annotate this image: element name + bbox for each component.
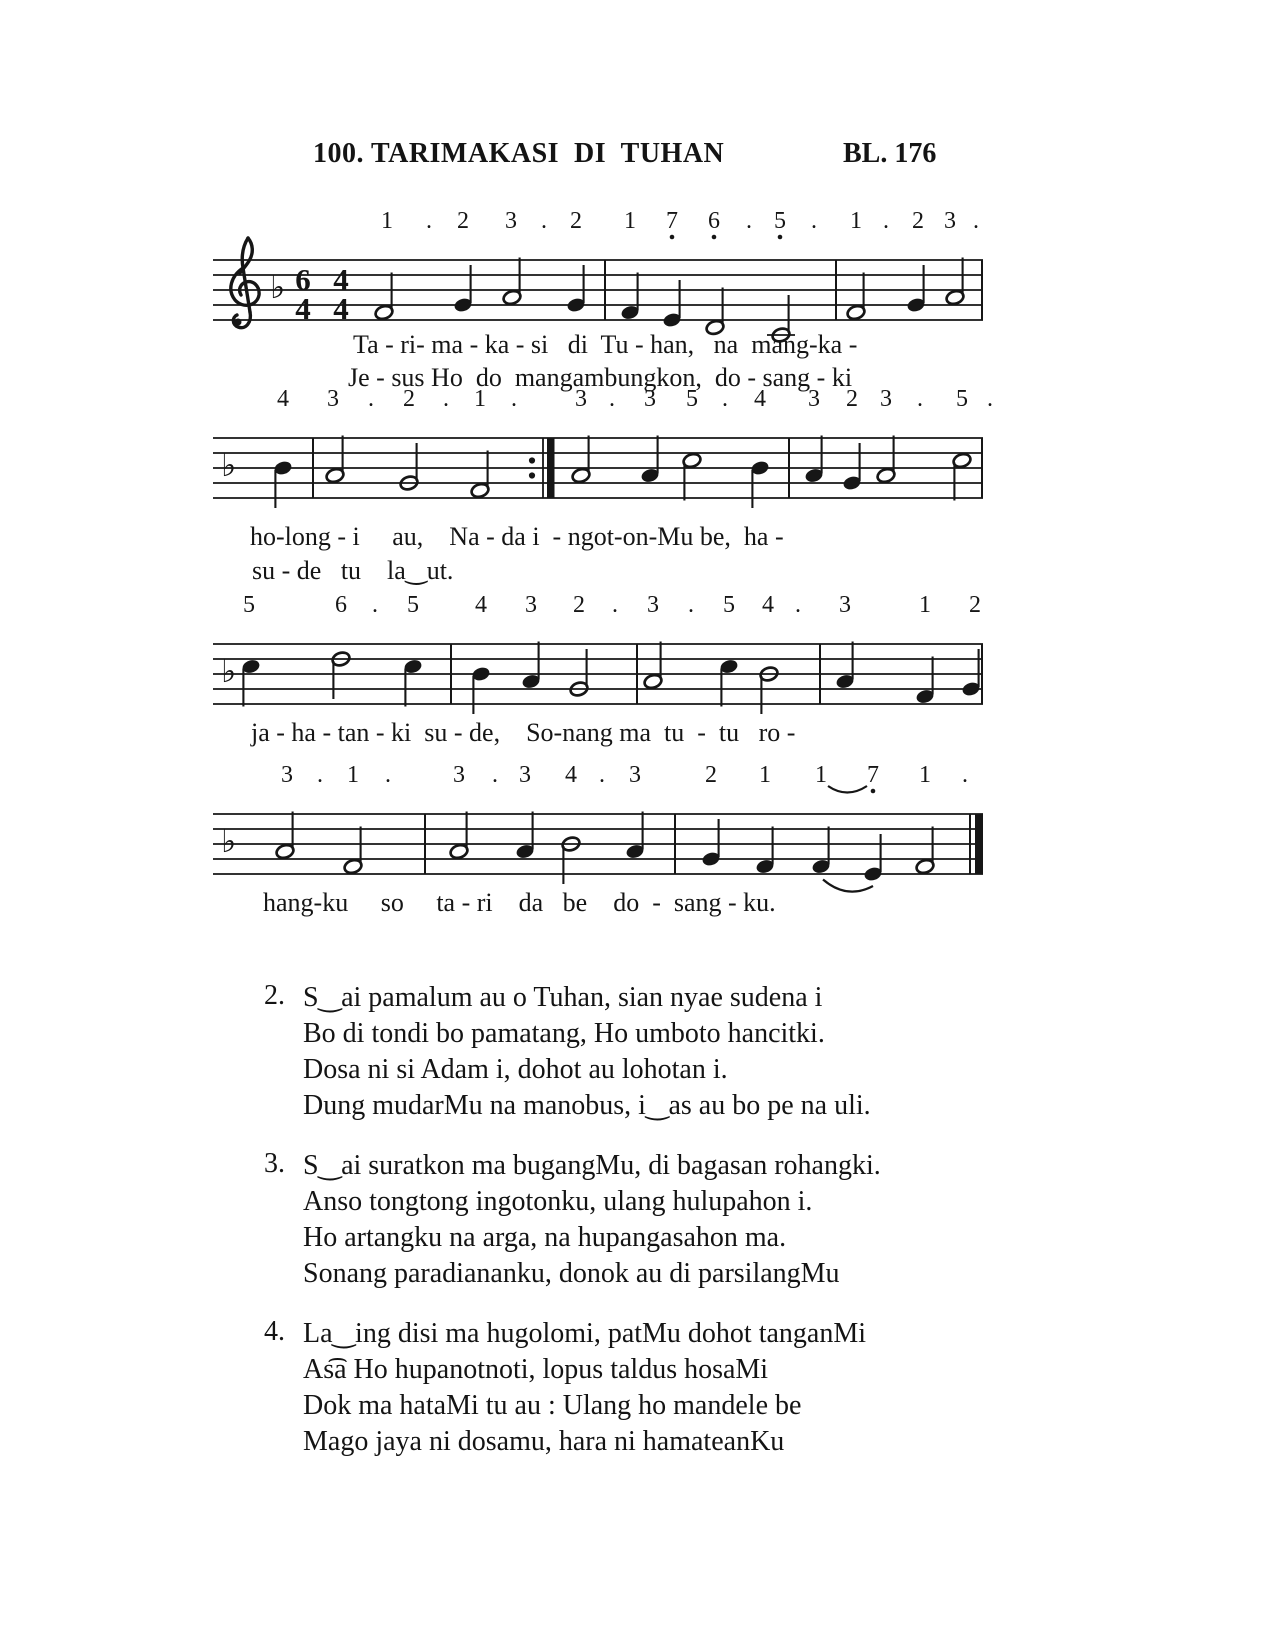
scale-degree: . (492, 762, 498, 788)
flat-sign: ♭ (270, 268, 286, 306)
svg-text:4: 4 (333, 262, 349, 297)
scale-degree: 3 (505, 208, 517, 234)
scale-degree: 5 (686, 386, 698, 412)
scale-degree: 3 (839, 592, 851, 618)
verse (264, 1316, 1024, 1460)
number-notation-row (243, 592, 981, 618)
number-slur (828, 786, 867, 793)
music-notation-svg (213, 200, 1013, 350)
staff-lines (213, 644, 983, 704)
scale-degree: . (962, 762, 968, 788)
scale-degree: 2 (570, 208, 582, 234)
flat-sign: ♭ (221, 822, 237, 860)
staff-lines (213, 814, 983, 874)
verse-line: Anso tongtong ingotonku, ulang hulupahon i. (303, 1186, 813, 1217)
scale-degree: 3 (281, 762, 293, 788)
music-system-2 (213, 378, 1013, 588)
note-tie (823, 880, 873, 892)
scale-degree: . (443, 386, 449, 412)
number-notation-row (277, 386, 993, 412)
verse-line: Sonang paradiananku, donok au di parsilangMu (303, 1258, 840, 1289)
verse-number: 4. (264, 1316, 285, 1347)
scale-degree: 4 (754, 386, 766, 412)
scale-degree: 4 (565, 762, 577, 788)
music-notation-svg (213, 378, 1013, 528)
scale-degree: . (795, 592, 801, 618)
scale-degree: 5 (723, 592, 735, 618)
scale-degree: . (688, 592, 694, 618)
scale-degree: 1 (759, 762, 771, 788)
number-notation-row (381, 208, 979, 239)
scale-degree: 7 (867, 762, 879, 788)
scale-degree: 3 (525, 592, 537, 618)
lyric-line: ho-long - i au, Na - da i - ngot-on-Mu be, ha - (250, 522, 784, 551)
scale-degree: 1 (919, 592, 931, 618)
scale-degree: 5 (774, 208, 786, 234)
notes (241, 642, 981, 715)
lyric-line: su - de tu la‿ut. (252, 556, 454, 585)
scale-degree: 2 (969, 592, 981, 618)
scale-degree: . (511, 386, 517, 412)
verse-line: Dok ma hataMi tu au : Ulang ho mandele be (303, 1390, 802, 1421)
scale-degree: . (883, 208, 889, 234)
scale-degree: 3 (644, 386, 656, 412)
scale-degree: 3 (944, 208, 956, 234)
verse-line: S‿ai suratkon ma bugangMu, di bagasan rohangki. (303, 1150, 881, 1181)
scale-degree: . (385, 762, 391, 788)
verse-line: La‿ing disi ma hugolomi, patMu dohot tanganMi (303, 1318, 867, 1349)
scale-degree: . (987, 386, 993, 412)
verse-block (264, 980, 1024, 1484)
music-notation-svg (213, 754, 1013, 904)
scale-degree: . (368, 386, 374, 412)
scale-degree: . (811, 208, 817, 234)
scale-degree: 3 (808, 386, 820, 412)
scale-degree: . (426, 208, 432, 234)
music-system-4 (213, 754, 1013, 964)
number-notation-row (281, 762, 968, 793)
scale-degree: 2 (846, 386, 858, 412)
scale-degree: 1 (850, 208, 862, 234)
verse-number: 3. (264, 1148, 285, 1179)
scale-degree: 2 (457, 208, 469, 234)
svg-text:4: 4 (295, 291, 311, 326)
scale-degree: 6 (335, 592, 347, 618)
scale-degree: 1 (919, 762, 931, 788)
scale-degree: 1 (381, 208, 393, 234)
verse-line: Dosa ni si Adam i, dohot au lohotan i. (303, 1054, 728, 1085)
verse-line: As͡a Ho hupanotnoti, lopus taldus hosaMi (303, 1354, 769, 1385)
staff-lines (213, 260, 983, 320)
scale-degree: . (317, 762, 323, 788)
notes (273, 436, 972, 509)
scale-degree: 4 (475, 592, 487, 618)
scale-degree: . (372, 592, 378, 618)
scale-degree: 3 (629, 762, 641, 788)
scale-degree: 2 (705, 762, 717, 788)
flat-sign: ♭ (221, 446, 237, 484)
lyric-line: ja - ha - tan - ki su - de, So-nang ma tu - tu ro - (251, 718, 796, 747)
scale-degree: 3 (453, 762, 465, 788)
staff-lines (213, 438, 983, 498)
svg-text:4: 4 (333, 291, 349, 326)
scale-degree: 3 (327, 386, 339, 412)
music-notation-svg (213, 584, 1013, 734)
scale-degree: 2 (912, 208, 924, 234)
scale-degree: 2 (573, 592, 585, 618)
scale-degree: 6 (708, 208, 720, 234)
scale-degree: . (973, 208, 979, 234)
scale-degree: . (746, 208, 752, 234)
scale-degree: 1 (815, 762, 827, 788)
scale-degree: 5 (407, 592, 419, 618)
verse-line: Ho artangku na arga, na hupangasahon ma. (303, 1222, 787, 1253)
verse-line: Dung mudarMu na manobus, i‿as au bo pe na uli. (303, 1090, 871, 1121)
scale-degree: 1 (474, 386, 486, 412)
scale-degree: 5 (243, 592, 255, 618)
page-title: 100. TARIMAKASI DI TUHAN (313, 138, 725, 169)
verse-line: Mago jaya ni dosamu, hara ni hamateanKu (303, 1426, 785, 1457)
scale-degree: 5 (956, 386, 968, 412)
scale-degree: 1 (347, 762, 359, 788)
scale-degree: 1 (624, 208, 636, 234)
lyric-line: hang-ku so ta - ri da be do - sang - ku. (263, 888, 776, 917)
scale-degree: 2 (403, 386, 415, 412)
scale-degree: 3 (880, 386, 892, 412)
scale-degree: 4 (277, 386, 289, 412)
lyric-line: Ta - ri- ma - ka - si di Tu - han, na mang-ka - (353, 330, 858, 359)
verse-line: Bo di tondi bo pamatang, Ho umboto hancitki. (303, 1018, 825, 1049)
scale-degree: 4 (762, 592, 774, 618)
page-ref: BL. 176 (843, 138, 937, 169)
scale-degree: . (609, 386, 615, 412)
verse (264, 980, 1024, 1124)
scale-degree: 3 (575, 386, 587, 412)
verse-line: S‿ai pamalum au o Tuhan, sian nyae sudena i (303, 982, 823, 1013)
scale-degree: 3 (519, 762, 531, 788)
scale-degree: . (612, 592, 618, 618)
scale-degree: . (917, 386, 923, 412)
scale-degree: . (599, 762, 605, 788)
scale-degree: 3 (647, 592, 659, 618)
scale-degree: . (722, 386, 728, 412)
verse (264, 1148, 1024, 1292)
time-signature (295, 262, 349, 326)
scale-degree: . (541, 208, 547, 234)
scale-degree: 7 (666, 208, 678, 234)
notes (275, 812, 935, 892)
flat-sign: ♭ (221, 652, 237, 690)
svg-text:6: 6 (295, 262, 311, 297)
treble-clef-icon (231, 238, 259, 328)
verse-number: 2. (264, 980, 285, 1011)
lyric-line: Je - sus Ho do mangambungkon, do - sang - ki (348, 363, 853, 392)
